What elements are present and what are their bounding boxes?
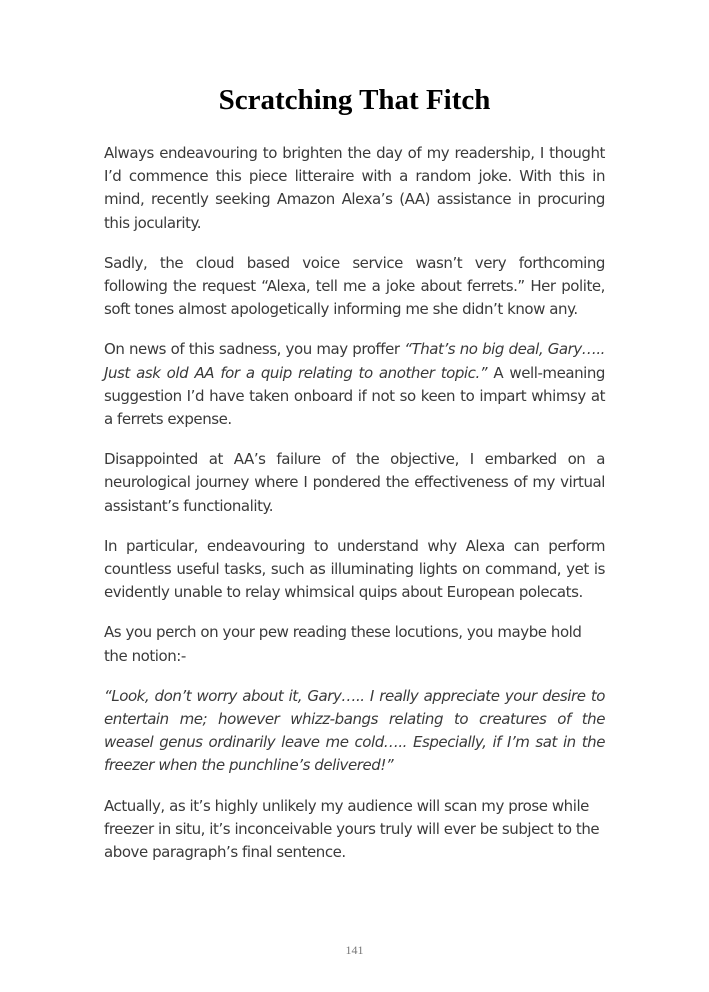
paragraph-3-quote: “That’s no big deal, Gary….. Just ask old AA for a quip relating to another topic.” [104,340,605,382]
paragraph-3-lead: On news of this sadness, you may proffer [104,340,405,359]
paragraph-4: Disappointed at AA’s failure of the objective, I embarked on a neurological journey where I pondered the effectiveness of my virtual assistant’s functionality. [104,450,605,515]
paragraph-2: Sadly, the cloud based voice service wasn’t very forthcoming following the request “Alexa, tell me a joke about ferrets.” Her polite, soft tones almost apologetically informing me she didn’t know any. [104,253,605,319]
paragraph-1: Always endeavouring to brighten the day of my readership, I thought I’d commence this piece litteraire with a random joke. With this in mind, recently seeking Amazon Alexa’s (AA) assistance in procuring this jocularity. [104,144,605,232]
paragraph-3-tail: A well-meaning suggestion I’d have taken onboard if not so keen to impart whimsy at a ferrets expense. [104,363,605,429]
page-title: Scratching That Fitch [218,84,491,116]
paragraph-8: Actually, as it’s highly unlikely my audience will scan my prose while freezer in situ, it’s inconceivable yours truly will ever be subject to the above paragraph’s final sentence. [104,796,600,862]
page-number: 141 [345,943,364,957]
body-text [104,142,605,881]
paragraph-6: As you perch on your pew reading these locutions, you maybe hold the notion:- [104,623,582,665]
paragraph-7-quote: “Look, don’t worry about it, Gary….. I really appreciate your desire to entertain me; however whizz-bangs relating to creatures of the weasel genus ordinarily leave me cold….. Especially, if I’m sat in the freezer when the punchline’s delivered!” [104,686,605,775]
paragraph-5: In particular, endeavouring to understand why Alexa can perform countless useful tasks, such as illuminating lights on command, yet is evidently unable to relay whimsical quips about European polecats. [104,536,605,602]
paragraph-3 [104,338,605,431]
